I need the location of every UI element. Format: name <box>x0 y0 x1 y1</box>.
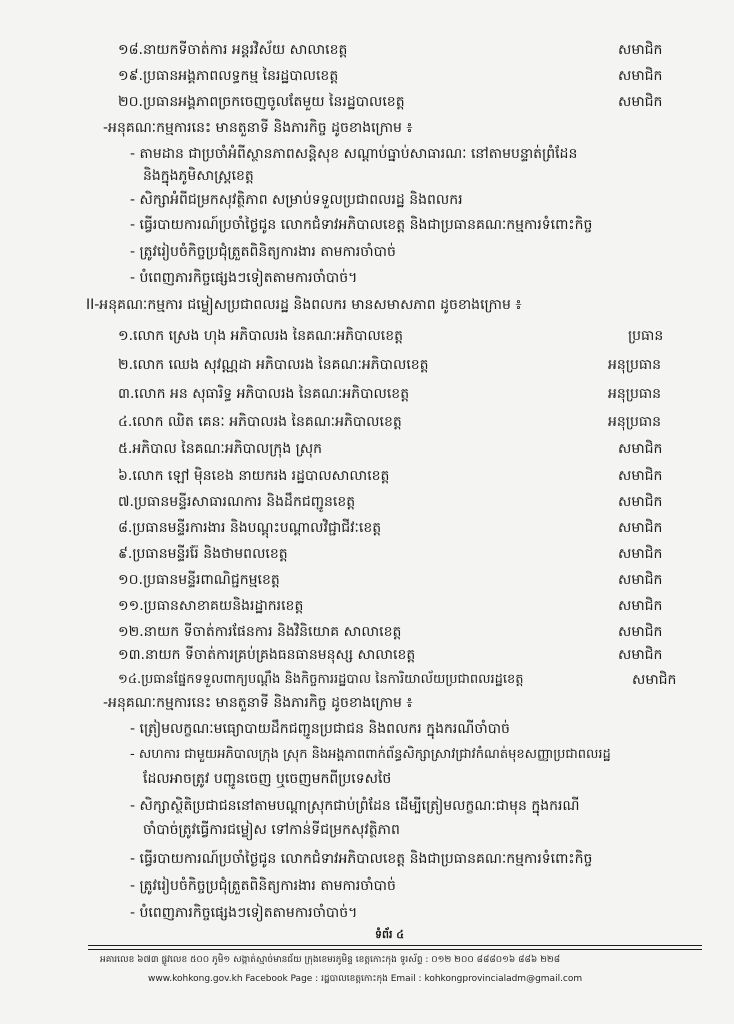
member2-7: ៧.ប្រធានមន្ទីរសាធារណការ និងដឹកជញ្ជូនខេត្ត <box>118 494 356 510</box>
member2-13-role: សមាជិក <box>618 647 663 663</box>
member-19-role: សមាជិក <box>618 68 663 84</box>
member2-7-role: សមាជិក <box>618 494 663 510</box>
member2-11-role: សមាជិក <box>618 598 663 614</box>
duty-header-2: -អនុគណៈកម្មការនេះ មានតួនាទី និងភារកិច្ច ដូចខាងក្រោម ៖ <box>103 695 413 711</box>
duty-2-2: - សហការ ជាមួយអភិបាលក្រុង ស្រុក និងអង្គភាពពាក់ព័ន្ធសិក្សាស្រាវជ្រាវកំណត់មុខសញ្ញាប្រជាពលរដ្ឋ <box>130 747 611 762</box>
member2-14-role: សមាជិក <box>632 672 677 688</box>
member2-12-role: សមាជិក <box>618 624 663 640</box>
duty-2-1: - ត្រៀមលក្ខណៈមធ្យោបាយដឹកជញ្ជូនប្រជាជន និងពលករ ក្នុងករណីចាំបាច់ <box>130 721 510 737</box>
duty-2-2-cont: ដែលអាចត្រូវ បញ្ជូនចេញ ឬចេញមកពីប្រទេសថៃ <box>143 771 392 787</box>
member-20-role: សមាជិក <box>618 94 663 110</box>
duty-2-3: - សិក្សាស្ថិតិប្រជាជននៅតាមបណ្តាស្រុកជាប់ព្រំដែន ដើម្បីត្រៀមលក្ខណៈជាមុន ក្នុងករណី <box>130 798 580 814</box>
member2-2: ២.លោក ឈេង សុវណ្ណដា អភិបាលរង នៃគណៈអភិបាលខេត្ត <box>118 357 429 373</box>
member-18: ១៨.នាយកទីចាត់ការ អន្តរវិស័យ សាលាខេត្ត <box>118 42 348 58</box>
duty-1-5: - បំពេញភារកិច្ចផ្សេងៗទៀតតាមការចាំបាច់។ <box>130 270 358 286</box>
duty-1-1: - តាមដាន ជាប្រចាំអំពីស្ថានភាពសន្តិសុខ សណ្តាប់ធ្នាប់សាធារណៈ នៅតាមបន្ទាត់ព្រំដែន <box>130 146 578 162</box>
duty-2-5: - ត្រូវរៀបចំកិច្ចប្រជុំត្រួតពិនិត្យការងារ តាមការចាំបាច់ <box>130 878 396 894</box>
duty-1-4: - ត្រូវរៀបចំកិច្ចប្រជុំត្រួតពិនិត្យការងារ តាមការចាំបាច់ <box>130 244 396 260</box>
footer-web: www.kohkong.gov.kh Facebook Page : រដ្ឋបាលខេត្តកោះកុង Email : kohkongprovincialadm@gmail.com <box>148 974 583 984</box>
duty-2-4: - ធ្វើរបាយការណ៍ប្រចាំថ្ងៃជូន លោកជំទាវអភិបាលខេត្ត និងជាប្រធានគណៈកម្មការទំពោះកិច្ច <box>130 851 593 867</box>
member2-10: ១០.ប្រធានមន្ទីរពាណិជ្ជកម្មខេត្ត <box>118 572 280 588</box>
member2-3: ៣.លោក អន សុធារិទ្ធ អភិបាលរង នៃគណៈអភិបាលខេត្ត <box>118 386 410 402</box>
member2-1-role: ប្រធាន <box>628 328 664 344</box>
duty-2-3-cont: ចាំបាច់ត្រូវធ្វើការជម្លៀស ទៅកាន់ទីជម្រកសុវត្ថិភាព <box>143 822 400 838</box>
member-20: ២០.ប្រធានអង្គភាពច្រកចេញចូលតែមួយ នៃរដ្ឋបាលខេត្ត <box>118 94 405 110</box>
member-18-role: សមាជិក <box>618 42 663 58</box>
member-19: ១៩.ប្រធានអង្គភាពលទ្ធកម្ម នៃរដ្ឋបាលខេត្ត <box>118 68 339 84</box>
duty-2-6: - បំពេញភារកិច្ចផ្សេងៗទៀតតាមការចាំបាច់។ <box>130 905 358 921</box>
member2-14: ១៤.ប្រធានផ្នែកទទួលពាក្យបណ្តឹង និងកិច្ចការរដ្ឋបាល នៃការិយាល័យប្រជាពលរដ្ឋខេត្ត <box>118 672 524 687</box>
member2-2-role: អនុប្រធាន <box>608 357 662 373</box>
member2-5: ៥.អភិបាល នៃគណៈអភិបាលក្រុង ស្រុក <box>118 441 323 457</box>
footer-divider <box>88 945 702 946</box>
member2-6-role: សមាជិក <box>618 468 663 484</box>
footer-divider-thin <box>88 949 702 950</box>
duty-1-1-cont: និងក្នុងភូមិសាស្ត្រខេត្ត <box>143 168 254 184</box>
member2-11: ១១.ប្រធានសាខាគយនិងរដ្ឋាករខេត្ត <box>118 598 304 614</box>
section-2-header: II-អនុគណៈកម្មការ ជម្លៀសប្រជាពលរដ្ឋ និងពលករ មានសមាសភាព ដូចខាងក្រោម ៖ <box>86 297 522 313</box>
page-number: ទំព័រ ៤ <box>375 928 405 941</box>
member2-8: ៨.ប្រធានមន្ទីរការងារ និងបណ្តុះបណ្តាលវិជ្ជាជីវៈខេត្ត <box>118 520 382 536</box>
member2-4: ៤.លោក ឈិត គេនៈ អភិបាលរង នៃគណៈអភិបាលខេត្ត <box>118 414 402 430</box>
member2-5-role: សមាជិក <box>618 441 663 457</box>
duty-1-2: - សិក្សាអំពីជម្រកសុវត្ថិភាព សម្រាប់ទទួលប្រជាពលរដ្ឋ និងពលករ <box>130 192 463 208</box>
member2-4-role: អនុប្រធាន <box>608 414 662 430</box>
member2-10-role: សមាជិក <box>618 572 663 588</box>
member2-9: ៩.ប្រធានមន្ទីររ៉ែ និងថាមពលខេត្ត <box>118 546 288 562</box>
duty-header-1: -អនុគណៈកម្មការនេះ មានតួនាទី និងភារកិច្ច ដូចខាងក្រោម ៖ <box>103 120 413 136</box>
member2-1: ១.លោក ស្រេង ហុង អភិបាលរង នៃគណៈអភិបាលខេត្ត <box>118 328 403 344</box>
member2-6: ៦.លោក ឡៅ ម៉ិនខេង នាយករង រដ្ឋបាលសាលាខេត្ត <box>118 468 390 484</box>
member2-13: ១៣.នាយក ទីចាត់ការគ្រប់គ្រងធនធានមនុស្ស សាលាខេត្ត <box>118 647 416 663</box>
member2-8-role: សមាជិក <box>618 520 663 536</box>
member2-9-role: សមាជិក <box>618 546 663 562</box>
member2-3-role: អនុប្រធាន <box>608 386 662 402</box>
footer-address: អគារលេខ ៦៧៣ ផ្លូវលេខ ៥០០ ភូមិ១ សង្កាត់ស្មាច់មានជ័យ ក្រុងខេមរភូមិន្ទ ខេត្តកោះកុង ទូរស័ព្ទ : ០១២ ២០០ ៨៨៨០១៦ ៨៨៦ ២២៨ <box>100 955 561 965</box>
member2-12: ១២.នាយក ទីចាត់ការផែនការ និងវិនិយោគ សាលាខេត្ត <box>118 624 402 640</box>
duty-1-3: - ធ្វើរបាយការណ៍ប្រចាំថ្ងៃជូន លោកជំទាវអភិបាលខេត្ត និងជាប្រធានគណៈកម្មការទំពោះកិច្ច <box>130 217 593 233</box>
